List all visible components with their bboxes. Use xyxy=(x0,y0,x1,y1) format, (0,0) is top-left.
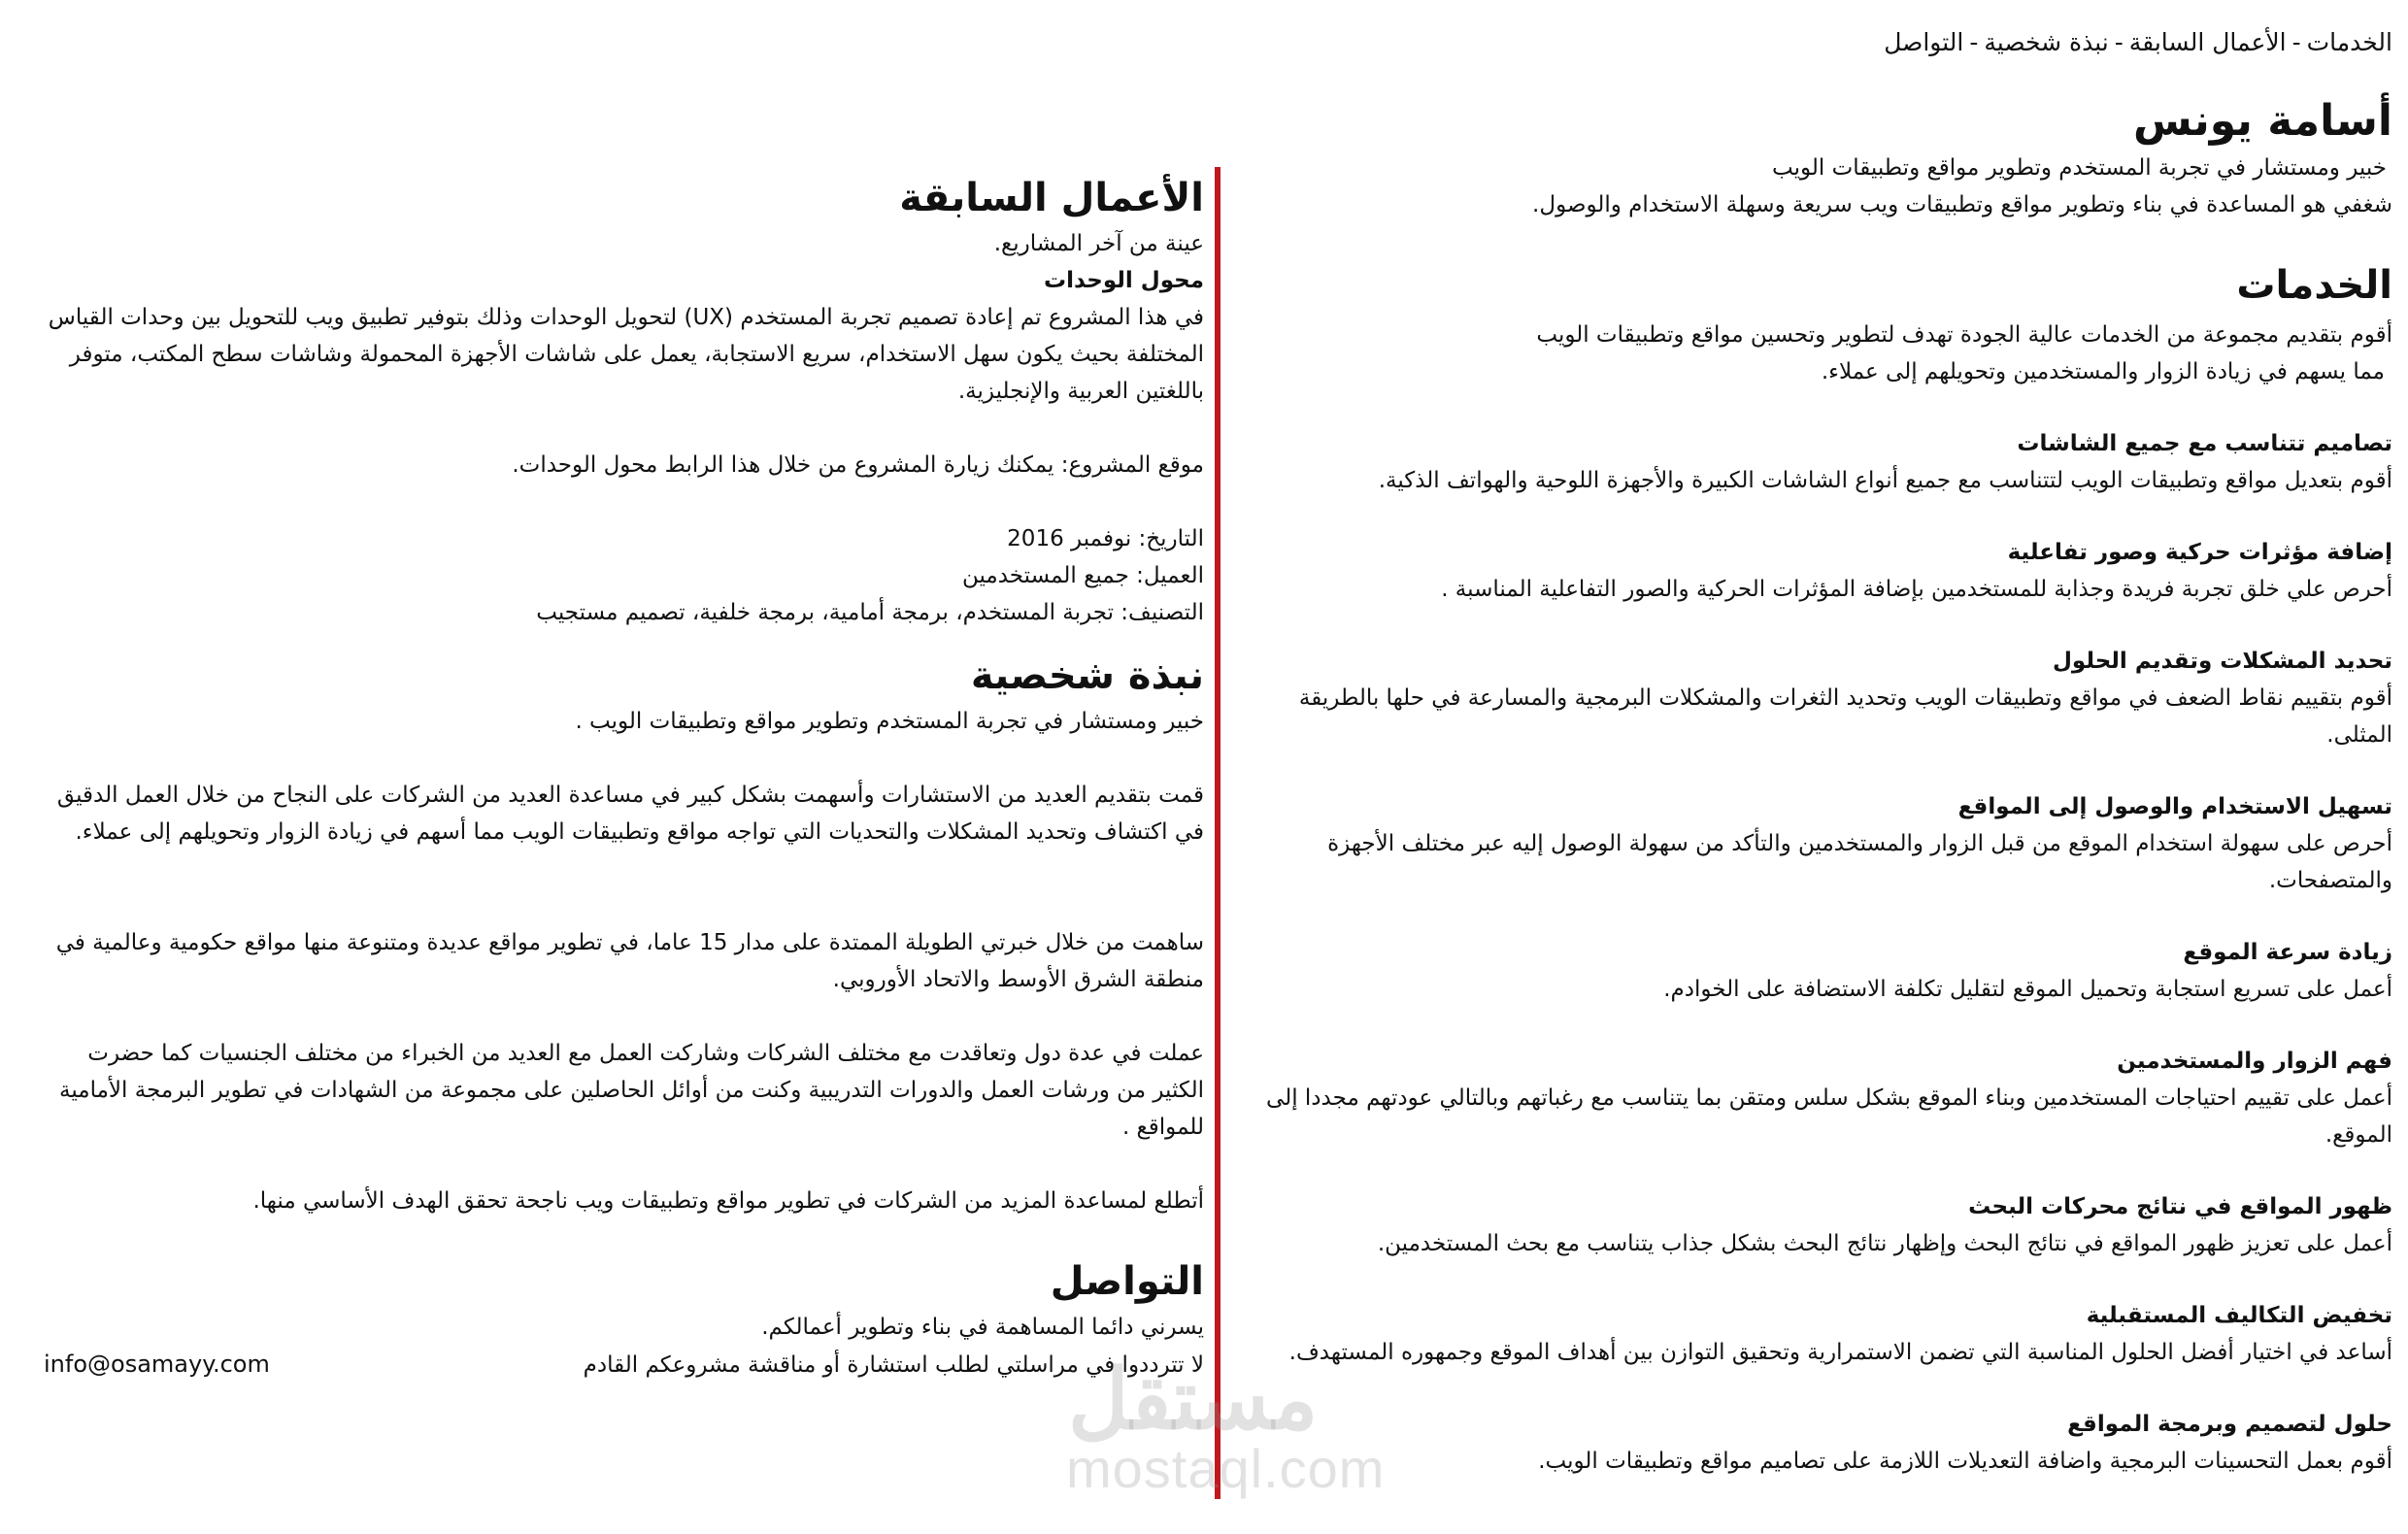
nav-link-services[interactable]: الخدمات xyxy=(2306,28,2392,56)
service-desc: أحرص على سهولة استخدام الموقع من قبل الزوار والمستخدمين والتأكد من سهولة الوصول إليه عبر مختلف الأجهزة والمتصفحات. xyxy=(1327,831,2392,893)
service-item xyxy=(1256,788,2392,899)
about-paragraph: قمت بتقديم العديد من الاستشارات وأسهمت بشكل كبير في مساعدة العديد من الشركات على النجاح من خلال العمل الدقيق في اكتشاف وتحديد المشكلات والتحديات التي تواجه مواقع وتطبيقات الويب مما أسهم في زيادة الزوار وتحويلهم إلى عملاء. xyxy=(56,783,1204,845)
email-link[interactable]: info@osamayy.com xyxy=(44,1351,270,1378)
service-desc: أعمل على تسريع استجابة وتحميل الموقع لتقليل تكلفة الاستضافة على الخوادم. xyxy=(1663,977,2392,1002)
spacer xyxy=(44,1146,1204,1183)
project-site-link[interactable]: موقع المشروع: يمكنك زيارة المشروع من خلال هذا الرابط محول الوحدات. xyxy=(512,452,1204,478)
watermark-arabic: مستقل xyxy=(1068,1353,1319,1447)
contact-line-2: لا تترددوا في مراسلتي لطلب استشارة أو مناقشة مشروعكم القادم xyxy=(583,1352,1204,1378)
portfolio-heading: الأعمال السابقة xyxy=(899,176,1204,220)
service-title: حلول لتصميم وبرمجة المواقع xyxy=(2067,1412,2392,1437)
passion-statement: شغفي هو المساعدة في بناء وتطوير مواقع وتطبيقات ويب سريعة وسهلة الاستخدام والوصول. xyxy=(1532,192,2392,217)
service-item xyxy=(1256,643,2392,753)
service-title: تسهيل الاستخدام والوصول إلى المواقع xyxy=(1957,794,2392,819)
project-category: التصنيف: تجربة المستخدم، برمجة أمامية، برمجة خلفية، تصميم مستجيب xyxy=(536,600,1204,625)
services-intro xyxy=(1256,317,2392,390)
service-desc: أقوم بعمل التحسينات البرمجية واضافة التعديلات اللازمة على تصاميم مواقع وتطبيقات الويب. xyxy=(1538,1449,2392,1474)
service-title: تخفيض التكاليف المستقبلية xyxy=(2086,1303,2392,1328)
nav-separator: - xyxy=(1969,28,1979,56)
contact-row xyxy=(44,1346,1204,1384)
project-title: محول الوحدات xyxy=(1044,268,1204,293)
service-item xyxy=(1256,534,2392,608)
project-date: التاريخ: نوفمبر 2016 xyxy=(1007,526,1204,551)
about-paragraph: خبير ومستشار في تجربة المستخدم وتطوير مواقع وتطبيقات الويب . xyxy=(575,709,1204,734)
about-paragraph: عملت في عدة دول وتعاقدت مع مختلف الشركات وشاركت العمل مع العديد من الخبراء من مختلف الجنسيات كما حضرت الكثير من ورشات العمل والدورات التدريبية وكنت من أوائل الحاصلين على مجموعة من الشهادات في تطوير البرمجة الأمامية للمواقع . xyxy=(59,1041,1204,1140)
service-title: فهم الزوار والمستخدمين xyxy=(2117,1049,2392,1074)
tagline: خبير ومستشار في تجربة المستخدم وتطوير مواقع وتطبيقات الويب xyxy=(1772,155,2387,181)
service-title: إضافة مؤثرات حركية وصور تفاعلية xyxy=(2007,540,2392,565)
project-client: العميل: جميع المستخدمين xyxy=(961,563,1204,588)
services-intro-line-1: أقوم بتقديم مجموعة من الخدمات عالية الجودة تهدف لتطوير وتحسين مواقع وتطبيقات الويب xyxy=(1536,322,2392,348)
services-heading: الخدمات xyxy=(2236,263,2392,308)
service-desc: أعمل على تقييم احتياجات المستخدمين وبناء الموقع بشكل سلس ومتقن بما يتناسب مع رغباتهم وبالتالي عودتهم مجددا إلى الموقع. xyxy=(1266,1085,2392,1148)
left-column xyxy=(44,171,1204,1384)
service-desc: أعمل على تعزيز ظهور المواقع في نتائج البحث وإظهار نتائج البحث بشكل جذاب يتناسب مع بحث المستخدمين. xyxy=(1377,1231,2392,1256)
service-title: ظهور المواقع في نتائج محركات البحث xyxy=(1968,1194,2392,1219)
watermark-latin: mostaql.com xyxy=(1066,1438,1386,1499)
nav-link-about[interactable]: نبذة شخصية xyxy=(1984,28,2109,56)
about-paragraph: ساهمت من خلال خبرتي الطويلة الممتدة على مدار 15 عاما، في تطوير مواقع عديدة ومتنوعة منها مواقع حكومية وعالمية في منطقة الشرق الأوسط والاتحاد الأوروبي. xyxy=(55,930,1204,992)
right-column xyxy=(1256,93,2392,1480)
top-nav xyxy=(1884,23,2392,62)
service-item xyxy=(1256,425,2392,499)
service-item xyxy=(1256,1043,2392,1153)
portfolio-subtitle: عينة من آخر المشاريع. xyxy=(993,231,1204,256)
nav-link-contact[interactable]: التواصل xyxy=(1884,28,1964,56)
contact-heading: التواصل xyxy=(1050,1259,1204,1304)
spacer xyxy=(44,850,1204,924)
contact-line-1: يسرني دائما المساهمة في بناء وتطوير أعمالكم. xyxy=(761,1315,1204,1340)
services-intro-line-2: مما يسهم في زيادة الزوار والمستخدمين وتحويلهم إلى عملاء. xyxy=(1821,359,2385,384)
service-desc: أقوم بتعديل مواقع وتطبيقات الويب لتتناسب مع جميع أنواع الشاشات الكبيرة والأجهزة اللوحية والهواتف الذكية. xyxy=(1378,468,2392,493)
service-desc: أقوم بتقييم نقاط الضعف في مواقع وتطبيقات الويب وتحديد الثغرات والمشكلات البرمجية والمسارعة في حلها بالطريقة المثلى. xyxy=(1298,685,2392,748)
nav-separator: - xyxy=(2114,28,2124,56)
about-paragraph: أتطلع لمساعدة المزيد من الشركات في تطوير مواقع وتطبيقات ويب ناجحة تحقق الهدف الأساسي منها. xyxy=(252,1188,1204,1214)
service-desc: أحرص علي خلق تجربة فريدة وجذابة للمستخدمين بإضافة المؤثرات الحركية والصور التفاعلية المناسبة . xyxy=(1441,577,2392,602)
project-description: في هذا المشروع تم إعادة تصميم تجربة المستخدم (UX) لتحويل الوحدات وذلك بتوفير تطبيق ويب للتحويل بين وحدات القياس المختلفة بحيث يكون سهل الاستخدام، سريع الاستجابة، يعمل على شاشات الأجهزة المحمولة وشاشات سطح المكتب، متوفر باللغتين العربية والإنجليزية. xyxy=(48,305,1204,404)
service-title: تحديد المشكلات وتقديم الحلول xyxy=(2052,649,2392,674)
service-item xyxy=(1256,934,2392,1008)
about-heading: نبذة شخصية xyxy=(970,653,1204,698)
nav-link-portfolio[interactable]: الأعمال السابقة xyxy=(2128,28,2287,56)
person-name: أسامة يونس xyxy=(2133,96,2392,146)
spacer xyxy=(44,998,1204,1035)
column-divider xyxy=(1215,167,1221,1499)
service-item xyxy=(1256,1297,2392,1371)
spacer xyxy=(44,484,1204,520)
service-item xyxy=(1256,1188,2392,1262)
spacer xyxy=(44,410,1204,447)
spacer xyxy=(44,740,1204,777)
service-item xyxy=(1256,1406,2392,1480)
nav-separator: - xyxy=(2291,28,2301,56)
service-title: تصاميم تتناسب مع جميع الشاشات xyxy=(2017,431,2392,456)
service-desc: أساعد في اختيار أفضل الحلول المناسبة التي تضمن الاستمرارية وتحقيق التوازن بين أهداف الموقع وجمهوره المستهدف. xyxy=(1288,1340,2392,1365)
service-title: زيادة سرعة الموقع xyxy=(2183,940,2392,965)
